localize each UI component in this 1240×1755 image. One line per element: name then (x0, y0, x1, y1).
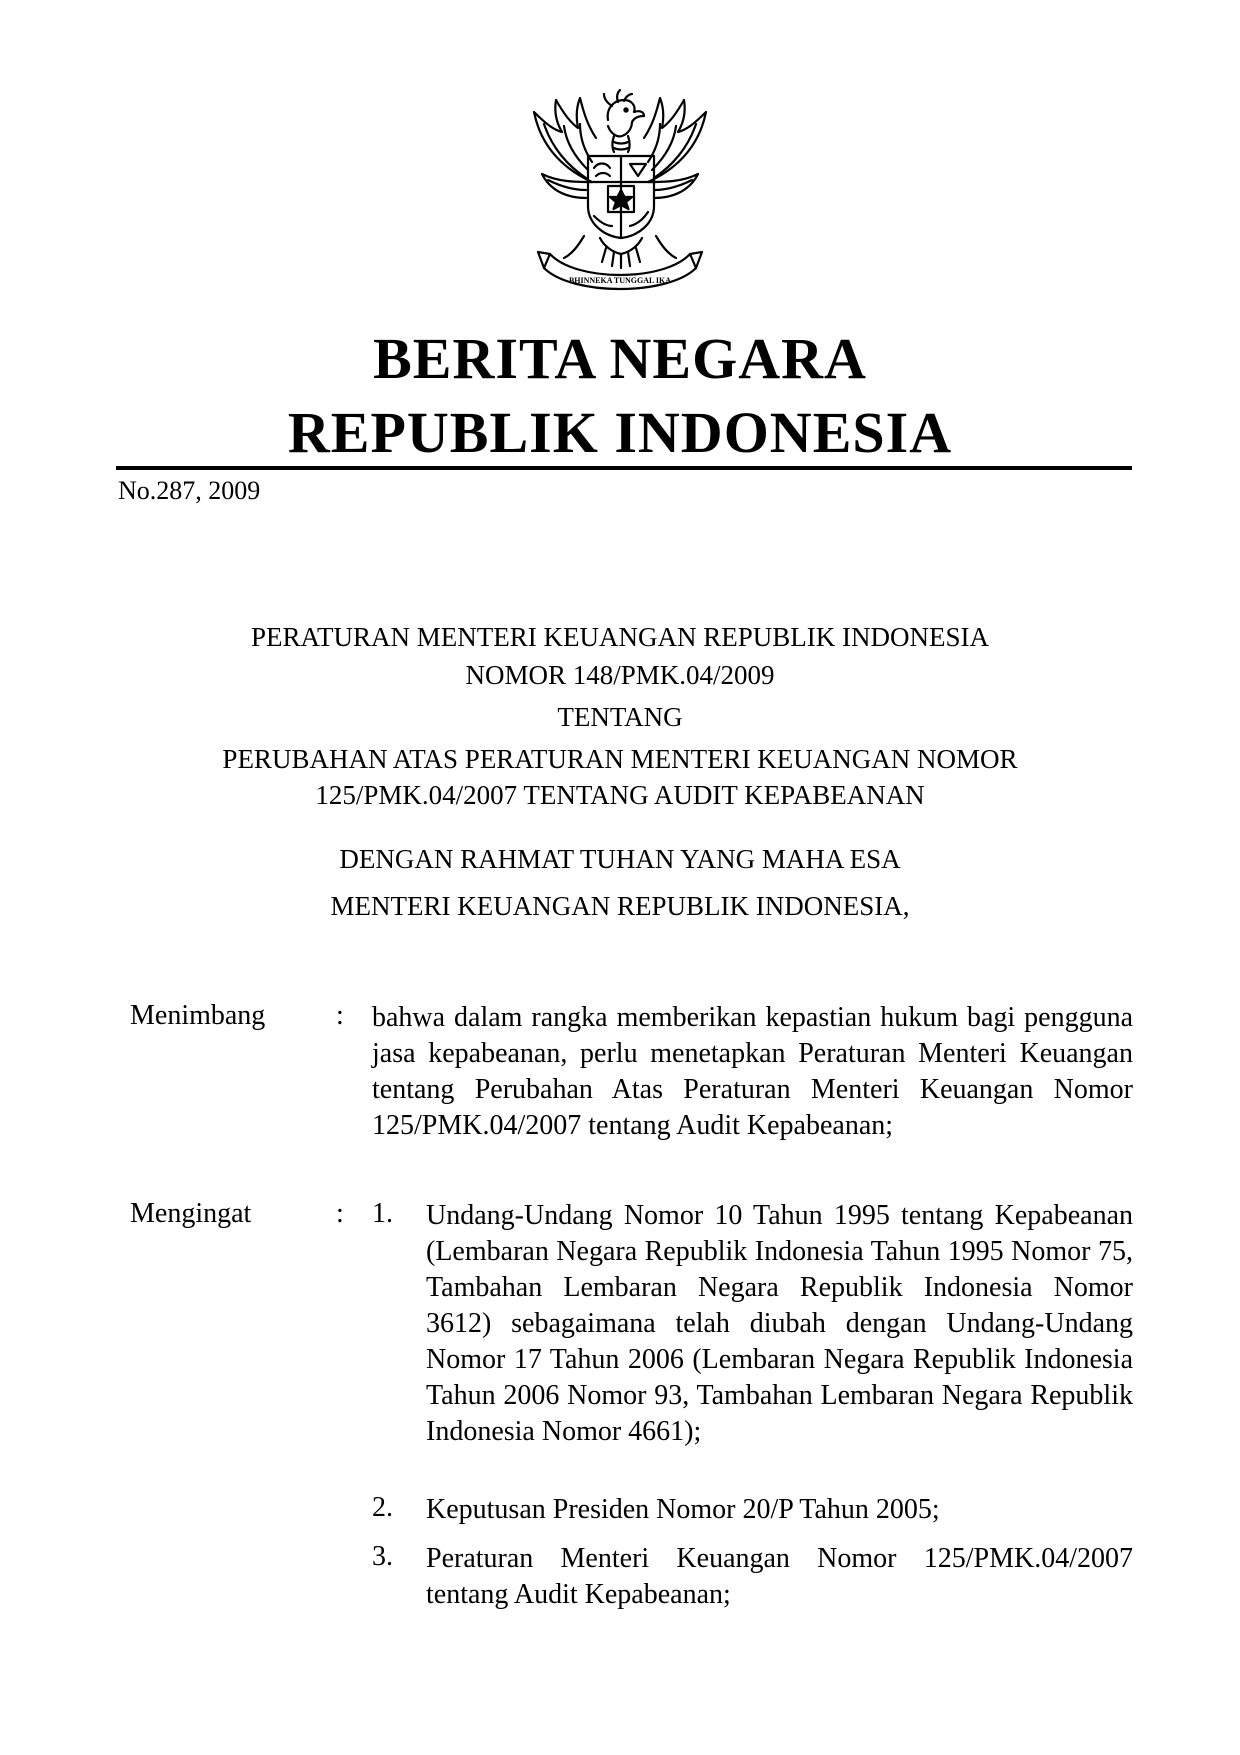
regulation-tentang: TENTANG (557, 702, 683, 732)
recalling-item-text: Keputusan Presiden Nomor 20/P Tahun 2005; (426, 1494, 940, 1525)
preamble-line1: DENGAN RAHMAT TUHAN YANG MAHA ESA (339, 844, 901, 874)
recalling-item-number: 1. (372, 1198, 393, 1229)
regulation-subject-line2: 125/PMK.04/2007 TENTANG AUDIT KEPABEANAN (315, 780, 925, 810)
recalling-item-text: Peraturan Menteri Keuangan Nomor 125/PMK.04/2007 tentang Audit Kepabeanan; (426, 1543, 1133, 1610)
masthead-divider (116, 466, 1132, 470)
regulation-title-line1: PERATURAN MENTERI KEUANGAN REPUBLIK INDONESIA (251, 622, 989, 652)
recalling-colon: : (336, 1198, 344, 1229)
regulation-subject-line1: PERUBAHAN ATAS PERATURAN MENTERI KEUANGAN NOMOR (222, 744, 1018, 774)
considering-colon: : (336, 1000, 344, 1031)
recalling-item-number: 3. (372, 1541, 393, 1572)
recalling-label: Mengingat (130, 1198, 252, 1229)
masthead-title-line2: REPUBLIK INDONESIA (287, 400, 953, 465)
svg-text:BHINNEKA TUNGGAL IKA: BHINNEKA TUNGGAL IKA (568, 276, 672, 285)
issue-number: No.287, 2009 (118, 476, 261, 505)
preamble-line2: MENTERI KEUANGAN REPUBLIK INDONESIA, (330, 891, 910, 921)
garuda-emblem (520, 86, 720, 298)
considering-label: Menimbang (130, 1000, 266, 1031)
recalling-item-number: 2. (372, 1492, 393, 1523)
recalling-item-text: Undang-Undang Nomor 10 Tahun 1995 tentang Kepabeanan (Lembaran Negara Republik Indonesia Tahun 1995 Nomor 75, Tambahan Lembaran Negara Republik Indonesia Nomor 3612) sebagaimana telah diubah dengan Undang-Undang Nomor 17 Tahun 2006 (Lembaran Negara Republik Indonesia Tahun 2006 Nomor 93, Tambahan Lembaran Negara Republik Indonesia Nomor 4661); (426, 1200, 1133, 1447)
considering-text: bahwa dalam rangka memberikan kepastian hukum bagi pengguna jasa kepabeanan, perlu menetapkan Peraturan Menteri Keuangan tentang Perubahan Atas Peraturan Menteri Keuangan Nomor 125/PMK.04/2007 tentang Audit Kepabeanan; (372, 1002, 1133, 1141)
masthead-title-line1: BERITA NEGARA (373, 326, 867, 391)
regulation-number: NOMOR 148/PMK.04/2009 (465, 660, 775, 690)
